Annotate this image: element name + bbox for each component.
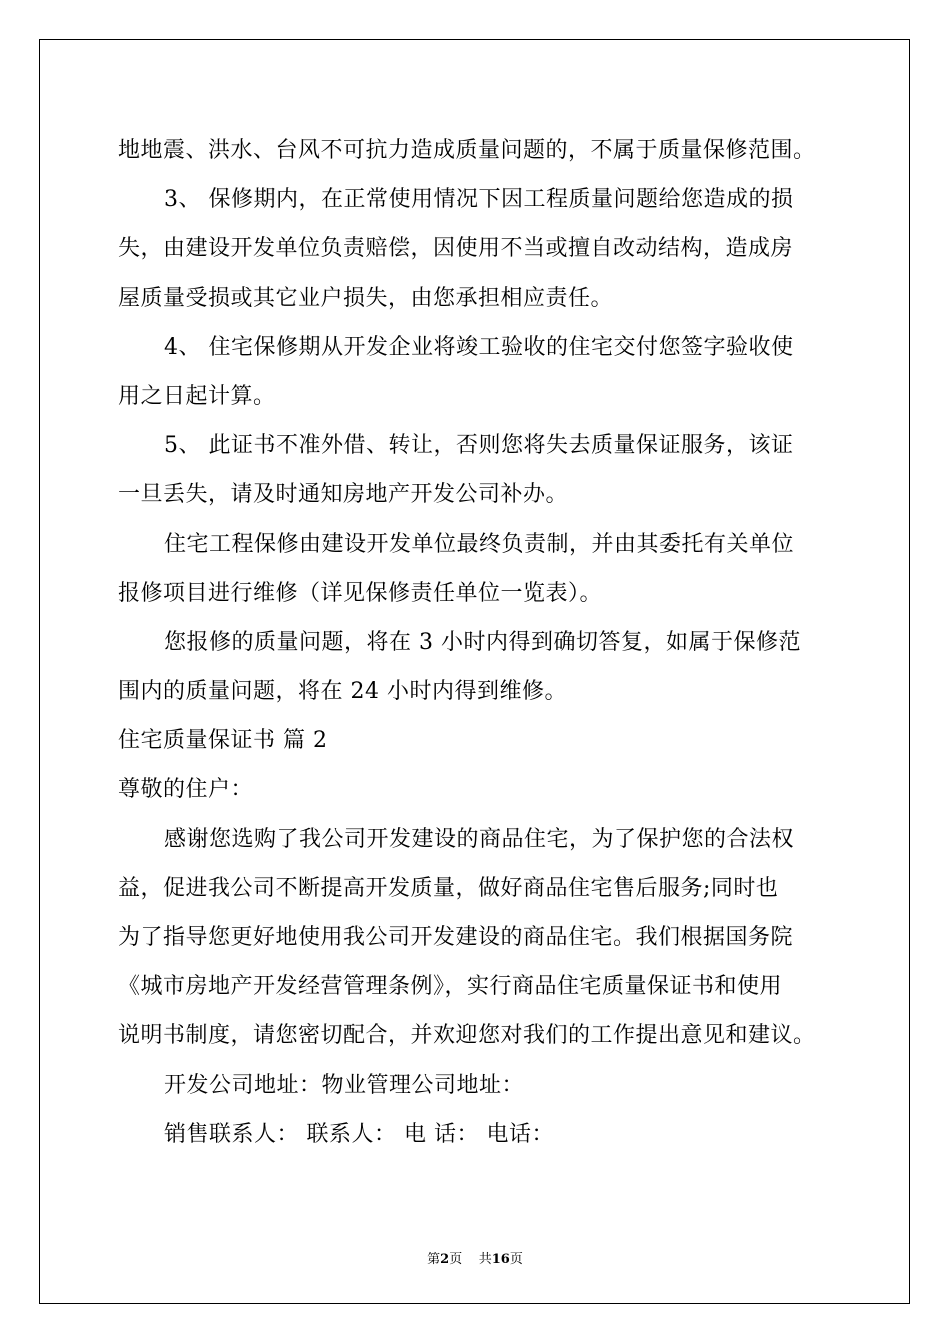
- footer-prefix: 第: [427, 1252, 441, 1267]
- section-heading: 住宅质量保证书 篇 2: [118, 728, 328, 754]
- salutation: 尊敬的住户：: [118, 777, 254, 803]
- page-footer: [0, 1248, 950, 1267]
- text-line: 《城市房地产开发经营管理条例》，实行商品住宅质量保证书和使用: [118, 974, 783, 1000]
- text-line: 地地震、洪水、台风不可抗力造成质量问题的，不属于质量保修范围。: [118, 138, 816, 163]
- text-line: 感谢您选购了我公司开发建设的商品住宅，为了保护您的合法权: [164, 826, 795, 852]
- text-line: 围内的质量问题，将在 24 小时内得到维修。: [118, 679, 567, 705]
- text-line: 3、 保修期内，在正常使用情况下因工程质量问题给您造成的损: [164, 187, 794, 213]
- contact-line: 销售联系人： 联系人： 电 话： 电话：: [164, 1121, 554, 1147]
- text-line: 住宅工程保修由建设开发单位最终负责制，并由其委托有关单位: [164, 531, 795, 557]
- text-line: 益，促进我公司不断提高开发质量，做好商品住宅售后服务;同时也: [118, 875, 779, 901]
- text-line: 报修项目进行维修（详见保修责任单位一览表）。: [118, 580, 603, 606]
- text-line: 用之日起计算。: [118, 383, 276, 409]
- text-line: 5、 此证书不准外借、转让，否则您将失去质量保证服务，该证: [164, 433, 794, 459]
- footer-total-prefix: 共: [478, 1252, 492, 1267]
- text-line: 4、 住宅保修期从开发企业将竣工验收的住宅交付您签字验收使: [164, 334, 794, 360]
- text-line: 一旦丢失，请及时通知房地产开发公司补办。: [118, 482, 569, 508]
- text-line: 失，由建设开发单位负责赔偿，因使用不当或擅自改动结构，造成房: [118, 236, 794, 262]
- address-line: 开发公司地址：物业管理公司地址：: [164, 1072, 525, 1098]
- footer-page-number: 2: [440, 1252, 450, 1267]
- text-line: 您报修的质量问题，将在 3 小时内得到确切答复，如属于保修范: [164, 629, 801, 655]
- text-line: 说明书制度，请您密切配合，并欢迎您对我们的工作提出意见和建议。: [118, 1023, 816, 1049]
- document-body: [118, 126, 838, 1159]
- footer-total-suffix: 页: [509, 1252, 523, 1267]
- text-line: 为了指导您更好地使用我公司开发建设的商品住宅。我们根据国务院: [118, 925, 794, 950]
- footer-total-pages: 16: [491, 1252, 510, 1267]
- text-line: 屋质量受损或其它业户损失，由您承担相应责任。: [118, 285, 614, 311]
- footer-page-suffix: 页: [449, 1252, 463, 1267]
